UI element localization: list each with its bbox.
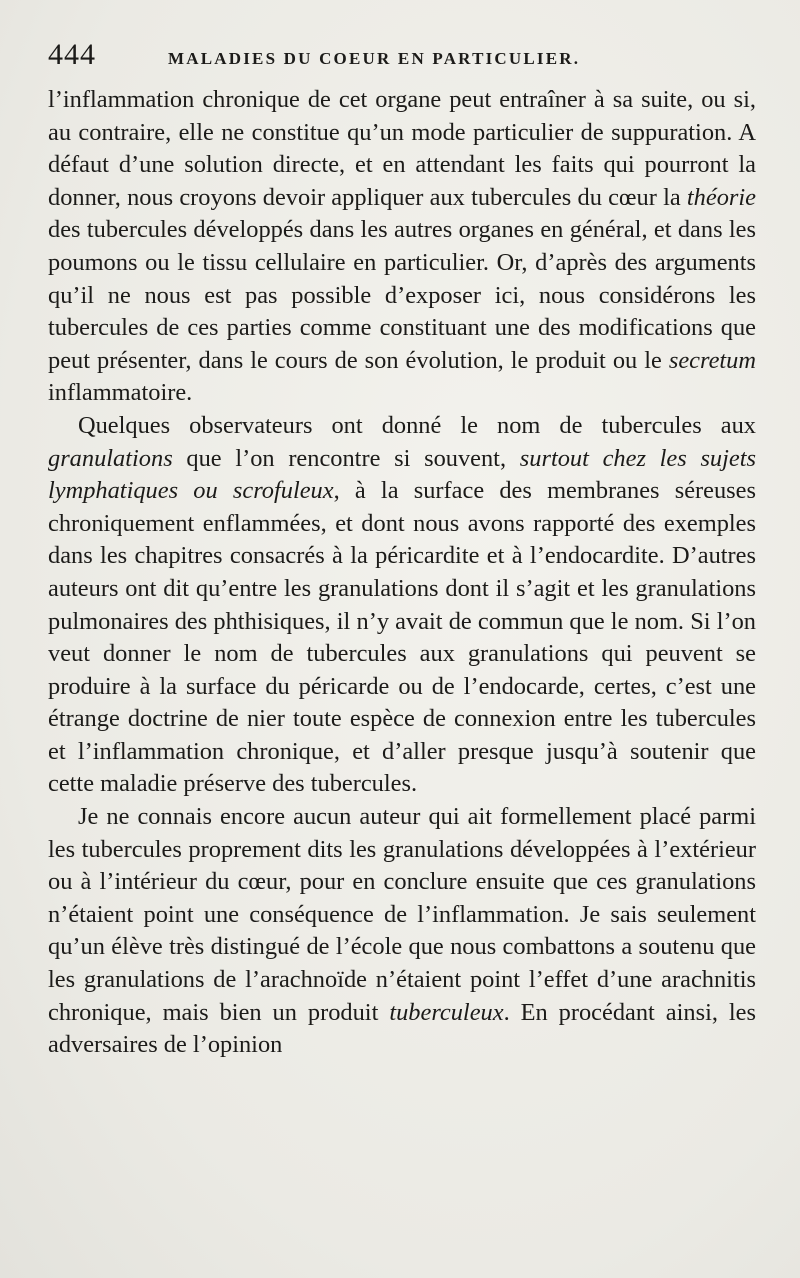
- text-run: des tubercules développés dans les autres organes en général, et dans les poumons ou le tissu cellulaire en particulier. Or, d’après des arguments qu’il ne nous est pas possible d’exposer ici, nous considérons les tubercules de ces parties comme constituant une des modifications que peut présenter, dans le cours de son évolution, le produit ou le: [48, 216, 756, 374]
- running-head: MALADIES DU COEUR EN PARTICULIER.: [168, 49, 581, 68]
- text-run: , à la surface des membranes séreuses chroniquement enflammées, et dont nous avons rapporté des exemples dans les chapitres consacrés à la péricardite et à l’endocardite. D’autres auteurs ont dit qu’entre les granulations dont il s’agit et les granulations pulmonaires des phthisiques, il n’y avait de commun que le nom. Si l’on veut donner le nom de tubercules aux granulations qui peuvent se produire à la surface du péricarde ou de l’endocarde, certes, c’est une étrange doctrine de nier toute espèce de connexion entre les tubercules et l’inflammation chronique, et d’aller presque jusqu’à soutenir que cette maladie préserve des tubercules.: [48, 477, 756, 798]
- paragraph: [48, 410, 756, 801]
- text-run: . En procédant ainsi, les adversaires de l’opinion: [48, 998, 756, 1059]
- italic-run: tuberculeux: [389, 998, 504, 1026]
- paragraph: [48, 84, 756, 410]
- text-run: l’inflammation chronique de cet organe peut entraîner à sa suite, ou si, au contraire, elle ne constitue qu’un mode particulier de suppuration. A défaut d’une solution directe, et en attendant les faits qui pourront la donner, nous croyons devoir appliquer aux tubercules du cœur la: [48, 86, 756, 211]
- page-number: 444: [48, 38, 96, 71]
- page-header: [48, 38, 756, 84]
- text-run: Quelques observateurs ont donné le nom de tubercules aux: [78, 411, 756, 439]
- paragraph: [48, 801, 756, 1062]
- text-run: que l’on rencontre si souvent,: [172, 444, 520, 472]
- italic-run: surtout chez les sujets lymphatiques ou scrofuleux: [48, 444, 756, 505]
- italic-run: granulations: [48, 444, 173, 472]
- text-run: Je ne connais encore aucun auteur qui ait formellement placé parmi les tubercules proprement dits les granulations développées à l’extérieur ou à l’intérieur du cœur, pour en conclure ensuite que ces granulations n’étaient point une conséquence de l’inflammation. Je sais seulement qu’un élève très distingué de l’école que nous combattons a soutenu que les granulations de l’arachnoïde n’étaient point l’effet d’une arachnitis chronique, mais bien un produit: [48, 803, 756, 1026]
- italic-run: secretum: [668, 346, 756, 374]
- body-text: [48, 84, 756, 1062]
- text-run: inflammatoire.: [48, 379, 193, 407]
- italic-run: théorie: [686, 183, 756, 211]
